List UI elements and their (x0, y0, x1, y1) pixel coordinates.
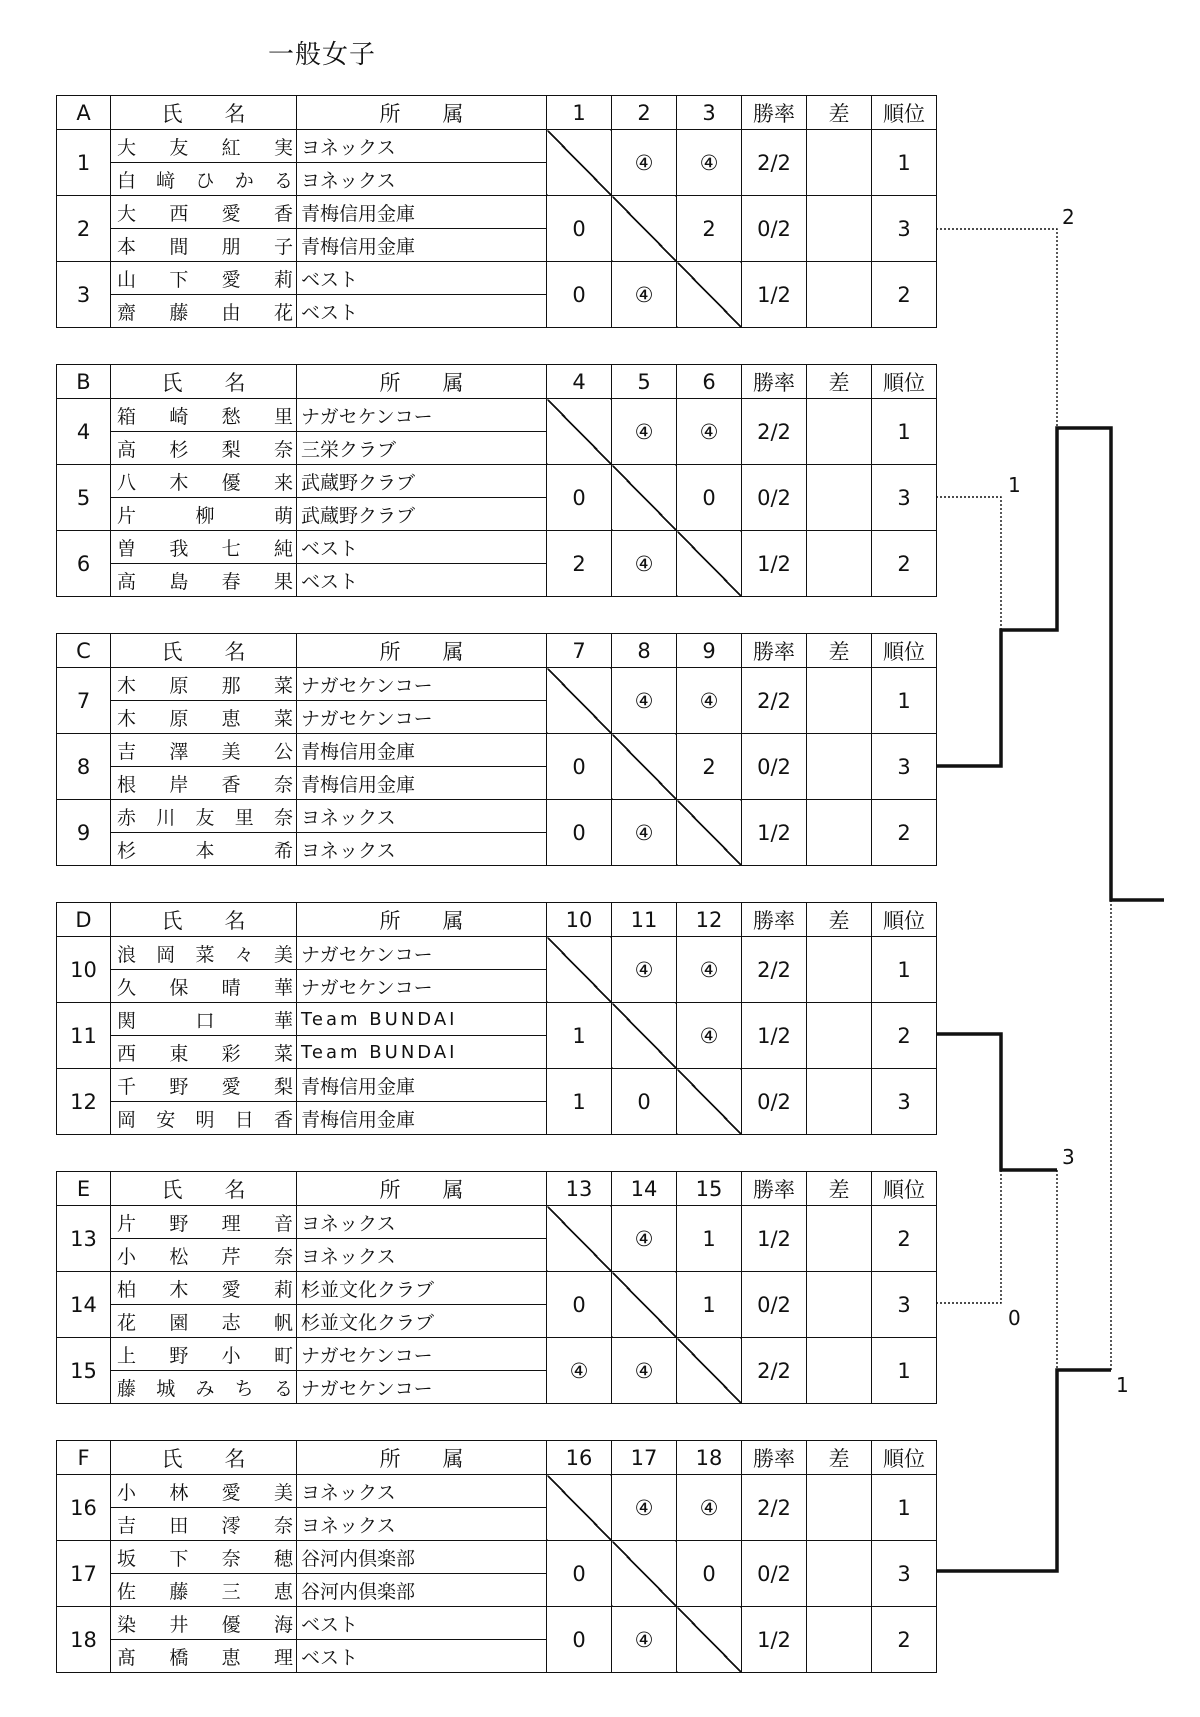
player-affiliation: ヨネックス (297, 1475, 547, 1508)
win-rate: 1/2 (742, 1206, 807, 1272)
player-number: 7 (57, 668, 111, 734)
rank: 2 (872, 262, 937, 328)
match-result: 0 (547, 465, 612, 531)
player-number: 4 (57, 399, 111, 465)
player-name: 高島春果 (111, 564, 297, 597)
rank: 1 (872, 1338, 937, 1404)
player-name: 片野理音 (111, 1206, 297, 1239)
win-rate-header: 勝率 (742, 903, 807, 937)
rank: 3 (872, 1272, 937, 1338)
win-rate: 0/2 (742, 1272, 807, 1338)
win-rate: 0/2 (742, 734, 807, 800)
name-header: 氏 名 (111, 903, 297, 937)
player-affiliation: ベスト (297, 1607, 547, 1640)
win-rate: 1/2 (742, 1607, 807, 1673)
rank: 1 (872, 130, 937, 196)
match-result: ④ (612, 531, 677, 597)
player-affiliation: ベスト (297, 531, 547, 564)
win-rate: 1/2 (742, 800, 807, 866)
match-result: ④ (677, 1475, 742, 1541)
rank-header: 順位 (872, 365, 937, 399)
player-affiliation: ナガセケンコー (297, 1371, 547, 1404)
player-affiliation: ベスト (297, 564, 547, 597)
match-column-header: 8 (612, 634, 677, 668)
match-result: 0 (677, 1541, 742, 1607)
player-name: 山下愛莉 (111, 262, 297, 295)
rank: 1 (872, 1475, 937, 1541)
match-column-header: 17 (612, 1441, 677, 1475)
player-affiliation: ヨネックス (297, 1508, 547, 1541)
affiliation-header: 所 属 (297, 365, 547, 399)
player-name: 曽我七純 (111, 531, 297, 564)
win-rate: 0/2 (742, 465, 807, 531)
match-column-header: 16 (547, 1441, 612, 1475)
player-name: 木原恵菜 (111, 701, 297, 734)
player-name: 高杉梨奈 (111, 432, 297, 465)
match-column-header: 5 (612, 365, 677, 399)
win-rate-header: 勝率 (742, 1172, 807, 1206)
player-affiliation: ヨネックス (297, 1239, 547, 1272)
rank: 1 (872, 668, 937, 734)
win-rate: 2/2 (742, 1338, 807, 1404)
difference-header: 差 (807, 1172, 872, 1206)
player-name: 大西愛香 (111, 196, 297, 229)
player-affiliation: 谷河内倶楽部 (297, 1541, 547, 1574)
match-result: 0 (547, 196, 612, 262)
player-name: 染井優海 (111, 1607, 297, 1640)
match-result: 1 (677, 1206, 742, 1272)
match-result: 0 (547, 1541, 612, 1607)
player-affiliation: ベスト (297, 262, 547, 295)
player-name: 髙橋恵理 (111, 1640, 297, 1673)
difference-header: 差 (807, 96, 872, 130)
group-label: D (57, 903, 111, 937)
win-rate: 2/2 (742, 399, 807, 465)
win-rate: 2/2 (742, 1475, 807, 1541)
win-rate: 1/2 (742, 1003, 807, 1069)
player-number: 15 (57, 1338, 111, 1404)
match-result: 1 (547, 1003, 612, 1069)
group-label: C (57, 634, 111, 668)
player-affiliation: ナガセケンコー (297, 937, 547, 970)
player-name: 吉澤美公 (111, 734, 297, 767)
match-result: ④ (612, 668, 677, 734)
match-result: 0 (547, 1272, 612, 1338)
player-number: 14 (57, 1272, 111, 1338)
win-rate-header: 勝率 (742, 96, 807, 130)
player-name: 久保晴華 (111, 970, 297, 1003)
match-result: ④ (547, 1338, 612, 1404)
match-result: 1 (677, 1272, 742, 1338)
player-number: 1 (57, 130, 111, 196)
player-number: 8 (57, 734, 111, 800)
win-rate: 2/2 (742, 937, 807, 1003)
player-number: 2 (57, 196, 111, 262)
player-number: 13 (57, 1206, 111, 1272)
player-affiliation: 武蔵野クラブ (297, 465, 547, 498)
player-number: 11 (57, 1003, 111, 1069)
match-result: 0 (677, 465, 742, 531)
match-result: 0 (547, 1607, 612, 1673)
rank: 3 (872, 465, 937, 531)
bracket-score: 3 (1062, 1145, 1075, 1169)
rank: 1 (872, 937, 937, 1003)
rank: 1 (872, 399, 937, 465)
player-name: 杉本希 (111, 833, 297, 866)
player-name: 浪岡菜々美 (111, 937, 297, 970)
player-affiliation: ナガセケンコー (297, 399, 547, 432)
player-affiliation: ベスト (297, 295, 547, 328)
match-result: 2 (547, 531, 612, 597)
player-affiliation: ヨネックス (297, 163, 547, 196)
match-result: ④ (612, 800, 677, 866)
player-affiliation: 青梅信用金庫 (297, 196, 547, 229)
match-result: 0 (547, 800, 612, 866)
player-name: 柏木愛莉 (111, 1272, 297, 1305)
match-result: ④ (612, 1206, 677, 1272)
match-column-header: 11 (612, 903, 677, 937)
rank: 3 (872, 1069, 937, 1135)
player-name: 吉田澪奈 (111, 1508, 297, 1541)
win-rate: 0/2 (742, 1069, 807, 1135)
group-label: A (57, 96, 111, 130)
win-rate-header: 勝率 (742, 365, 807, 399)
player-name: 齋藤由花 (111, 295, 297, 328)
player-name: 坂下奈穂 (111, 1541, 297, 1574)
difference-header: 差 (807, 365, 872, 399)
player-number: 9 (57, 800, 111, 866)
match-result: ④ (612, 262, 677, 328)
match-result: ④ (612, 937, 677, 1003)
player-name: 花園志帆 (111, 1305, 297, 1338)
affiliation-header: 所 属 (297, 634, 547, 668)
group-label: B (57, 365, 111, 399)
match-column-header: 9 (677, 634, 742, 668)
player-affiliation: 杉並文化クラブ (297, 1305, 547, 1338)
player-name: 小林愛美 (111, 1475, 297, 1508)
name-header: 氏 名 (111, 1172, 297, 1206)
player-number: 18 (57, 1607, 111, 1673)
match-result: 0 (612, 1069, 677, 1135)
difference-header: 差 (807, 1441, 872, 1475)
player-name: 小松芹奈 (111, 1239, 297, 1272)
group-label: E (57, 1172, 111, 1206)
player-number: 16 (57, 1475, 111, 1541)
player-affiliation: 青梅信用金庫 (297, 229, 547, 262)
player-affiliation: ナガセケンコー (297, 668, 547, 701)
player-name: 大友紅実 (111, 130, 297, 163)
affiliation-header: 所 属 (297, 1172, 547, 1206)
win-rate: 1/2 (742, 262, 807, 328)
player-affiliation: ヨネックス (297, 800, 547, 833)
bracket-score: 1 (1116, 1373, 1129, 1397)
player-name: 千野愛梨 (111, 1069, 297, 1102)
player-affiliation: 杉並文化クラブ (297, 1272, 547, 1305)
match-result: ④ (677, 130, 742, 196)
name-header: 氏 名 (111, 96, 297, 130)
group-label: F (57, 1441, 111, 1475)
match-result: ④ (677, 668, 742, 734)
player-name: 本間朋子 (111, 229, 297, 262)
match-result: 0 (547, 262, 612, 328)
player-name: 木原那菜 (111, 668, 297, 701)
rank: 2 (872, 531, 937, 597)
rank: 2 (872, 1206, 937, 1272)
win-rate: 2/2 (742, 668, 807, 734)
match-result: ④ (612, 130, 677, 196)
player-name: 根岸香奈 (111, 767, 297, 800)
match-result: ④ (677, 1003, 742, 1069)
player-number: 3 (57, 262, 111, 328)
name-header: 氏 名 (111, 1441, 297, 1475)
match-column-header: 18 (677, 1441, 742, 1475)
player-name: 八木優来 (111, 465, 297, 498)
player-name: 佐藤三恵 (111, 1574, 297, 1607)
player-affiliation: ヨネックス (297, 1206, 547, 1239)
name-header: 氏 名 (111, 365, 297, 399)
player-affiliation: 三栄クラブ (297, 432, 547, 465)
bracket-line-d-winner (936, 1034, 1057, 1170)
match-column-header: 6 (677, 365, 742, 399)
rank: 2 (872, 1607, 937, 1673)
player-name: 赤川友里奈 (111, 800, 297, 833)
bracket-line-f-winner (936, 1370, 1111, 1571)
match-column-header: 13 (547, 1172, 612, 1206)
player-affiliation: 武蔵野クラブ (297, 498, 547, 531)
player-affiliation: ヨネックス (297, 833, 547, 866)
bracket-line-e-dotted (936, 1170, 1001, 1303)
match-result: ④ (612, 1338, 677, 1404)
player-number: 6 (57, 531, 111, 597)
match-result: ④ (677, 937, 742, 1003)
player-affiliation: 青梅信用金庫 (297, 734, 547, 767)
rank: 3 (872, 1541, 937, 1607)
player-name: 上野小町 (111, 1338, 297, 1371)
player-name: 白﨑ひかる (111, 163, 297, 196)
affiliation-header: 所 属 (297, 96, 547, 130)
difference-header: 差 (807, 634, 872, 668)
rank-header: 順位 (872, 96, 937, 130)
player-affiliation: 青梅信用金庫 (297, 1069, 547, 1102)
match-result: ④ (677, 399, 742, 465)
name-header: 氏 名 (111, 634, 297, 668)
player-affiliation: ベスト (297, 1640, 547, 1673)
match-column-header: 10 (547, 903, 612, 937)
match-result: 1 (547, 1069, 612, 1135)
player-name: 関口華 (111, 1003, 297, 1036)
player-number: 12 (57, 1069, 111, 1135)
match-column-header: 15 (677, 1172, 742, 1206)
rank-header: 順位 (872, 1441, 937, 1475)
player-affiliation: ヨネックス (297, 130, 547, 163)
page-title: 一般女子 (268, 40, 377, 70)
match-result: 2 (677, 196, 742, 262)
match-column-header: 4 (547, 365, 612, 399)
player-number: 5 (57, 465, 111, 531)
player-affiliation: ナガセケンコー (297, 970, 547, 1003)
bracket-line-b-dotted (936, 497, 1001, 630)
bracket-score: 1 (1008, 473, 1021, 497)
match-result: ④ (612, 1607, 677, 1673)
match-column-header: 3 (677, 96, 742, 130)
player-affiliation: 谷河内倶楽部 (297, 1574, 547, 1607)
match-result: ④ (612, 1475, 677, 1541)
match-column-header: 2 (612, 96, 677, 130)
player-number: 10 (57, 937, 111, 1003)
player-affiliation: ナガセケンコー (297, 1338, 547, 1371)
rank-header: 順位 (872, 634, 937, 668)
match-column-header: 7 (547, 634, 612, 668)
bracket-line-c-winner (936, 428, 1164, 900)
player-affiliation: 青梅信用金庫 (297, 767, 547, 800)
match-result: ④ (612, 399, 677, 465)
difference-header: 差 (807, 903, 872, 937)
player-affiliation: Team BUNDAI (297, 1036, 547, 1069)
win-rate: 2/2 (742, 130, 807, 196)
rank: 3 (872, 196, 937, 262)
player-affiliation: Team BUNDAI (297, 1003, 547, 1036)
player-name: 西東彩菜 (111, 1036, 297, 1069)
player-affiliation: 青梅信用金庫 (297, 1102, 547, 1135)
player-number: 17 (57, 1541, 111, 1607)
player-name: 片柳萌 (111, 498, 297, 531)
player-name: 岡安明日香 (111, 1102, 297, 1135)
player-affiliation: ナガセケンコー (297, 701, 547, 734)
bracket-line-a-dotted (936, 229, 1057, 428)
win-rate: 0/2 (742, 196, 807, 262)
rank: 2 (872, 800, 937, 866)
match-column-header: 14 (612, 1172, 677, 1206)
match-column-header: 1 (547, 96, 612, 130)
rank: 3 (872, 734, 937, 800)
rank-header: 順位 (872, 903, 937, 937)
win-rate: 0/2 (742, 1541, 807, 1607)
win-rate-header: 勝率 (742, 1441, 807, 1475)
rank-header: 順位 (872, 1172, 937, 1206)
affiliation-header: 所 属 (297, 903, 547, 937)
affiliation-header: 所 属 (297, 1441, 547, 1475)
match-column-header: 12 (677, 903, 742, 937)
player-name: 藤城みちる (111, 1371, 297, 1404)
win-rate: 1/2 (742, 531, 807, 597)
player-name: 箱崎愁里 (111, 399, 297, 432)
win-rate-header: 勝率 (742, 634, 807, 668)
match-result: 2 (677, 734, 742, 800)
rank: 2 (872, 1003, 937, 1069)
match-result: 0 (547, 734, 612, 800)
bracket-score: 2 (1062, 205, 1075, 229)
bracket-score: 0 (1008, 1306, 1021, 1330)
